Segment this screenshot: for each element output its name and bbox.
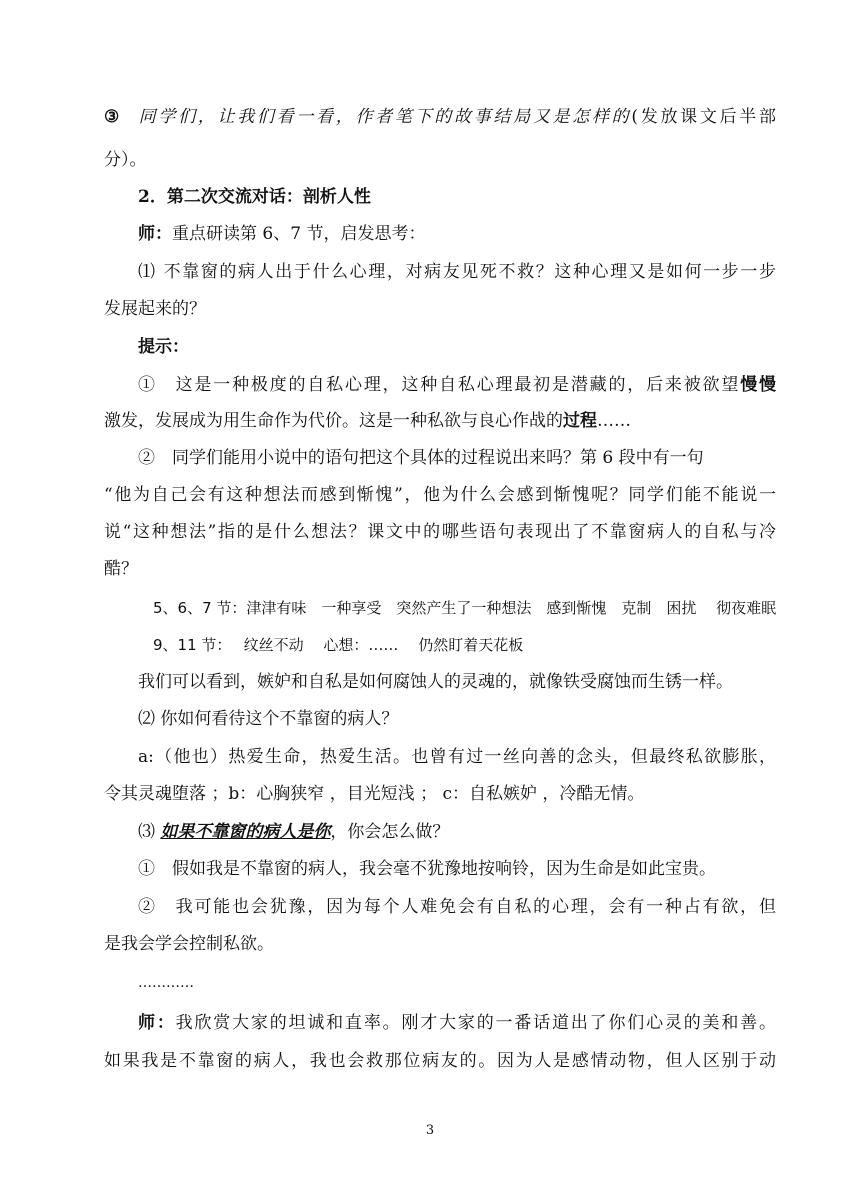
paragraph-line: ① 假如我是不靠窗的病人，我会毫不犹豫地按响铃，因为生命是如此宝贵。: [138, 859, 716, 879]
question-line: ⑴ 不靠窗的病人出于什么心理，对病友见死不救？这种心理又是如何一步一步: [138, 262, 776, 282]
paragraph-line: 说“这种想法”指的是什么想法？课文中的哪些语句表现出了不靠窗病人的自私与冷: [104, 522, 776, 542]
paragraph-line: 我们可以看到，嫉妒和自私是如何腐蚀人的灵魂的，就像铁受腐蚀而生锈一样。: [138, 672, 733, 692]
paragraph-line: a:（他也）热爱生命，热爱生活。也曾有过一丝向善的念头，但最终私欲膨胀，: [138, 747, 776, 767]
bold-text: 慢慢: [740, 375, 777, 395]
section-heading: 2．第二次交流对话：剖析人性: [138, 187, 371, 207]
text-span: 我欣赏大家的坦诚和直率。刚才大家的一番话道出了你们心灵的美和善。: [175, 1013, 777, 1033]
bold-text: 过程: [563, 411, 597, 431]
question-line: ⑵ 你如何看待这个不靠窗的病人？: [138, 709, 399, 729]
underlined-text: 如果不靠窗的病人是你: [160, 822, 331, 842]
paragraph-line: 令其灵魂堕落 ；b：心胸狭窄 ，目光短浅 ； c：自私嫉妒 ，冷酷无情。: [104, 784, 645, 804]
ellipsis-line: …………: [138, 975, 194, 991]
italic-text: 同学们，让我们看一看，作者笔下的故事结局又是怎样的: [135, 107, 632, 127]
text-span: ① 这是一种极度的自私心理，这种自私心理最初是潜藏的，后来被欲望: [138, 375, 741, 395]
text-span: ……: [597, 411, 631, 431]
text-span: 重点研读第 6、7 节，启发思考：: [172, 224, 426, 244]
paragraph-line: [104, 410, 776, 432]
paragraph-line: [104, 106, 776, 128]
hint-label: 提示：: [138, 337, 189, 357]
text-span: ，你会怎么做？: [330, 822, 450, 842]
paragraph-line: 分）。: [104, 150, 147, 170]
keyword-list: 5、6、7 节：津津有味 一种享受 突然产生了一种想法 感到惭愧 克制 困扰 彻夜难眠: [153, 599, 777, 617]
teacher-label: 师：: [138, 224, 172, 244]
paragraph-line: 如果我是不靠窗的病人，我也会救那位病友的。因为人是感情动物，但人区别于动: [104, 1051, 776, 1071]
question-number: ⑶: [138, 822, 155, 842]
paragraph-line: ② 我可能也会犹豫，因为每个人难免会有自私的心理，会有一种占有欲，但: [138, 897, 776, 917]
question-line: [138, 821, 776, 843]
circled-number: ③: [104, 107, 122, 127]
teacher-label: 师：: [138, 1013, 176, 1033]
paragraph-line: 是我会学会控制私欲。: [104, 934, 274, 954]
keyword-list: 9、11 节： 纹丝不动 心想：…… 仍然盯着天花板: [153, 636, 524, 654]
paragraph-line: ② 同学们能用小说中的语句把这个具体的过程说出来吗？第 6 段中有一句: [138, 448, 704, 468]
paragraph-line: [138, 1012, 776, 1034]
paragraph-line: “他为自己会有这种想法而感到惭愧”，他为什么会感到惭愧呢？同学们能不能说一: [104, 485, 776, 505]
page-number: 3: [425, 1123, 435, 1138]
paragraph-line: [138, 374, 776, 396]
paragraph-line: 发展起来的？: [104, 299, 206, 319]
paragraph-line: [138, 223, 776, 245]
text-span: 激发，发展成为用生命作为代价。这是一种私欲与良心作战的: [104, 411, 563, 431]
text-span: (发放课文后半部: [631, 107, 776, 127]
paragraph-line: 酷？: [104, 559, 138, 579]
